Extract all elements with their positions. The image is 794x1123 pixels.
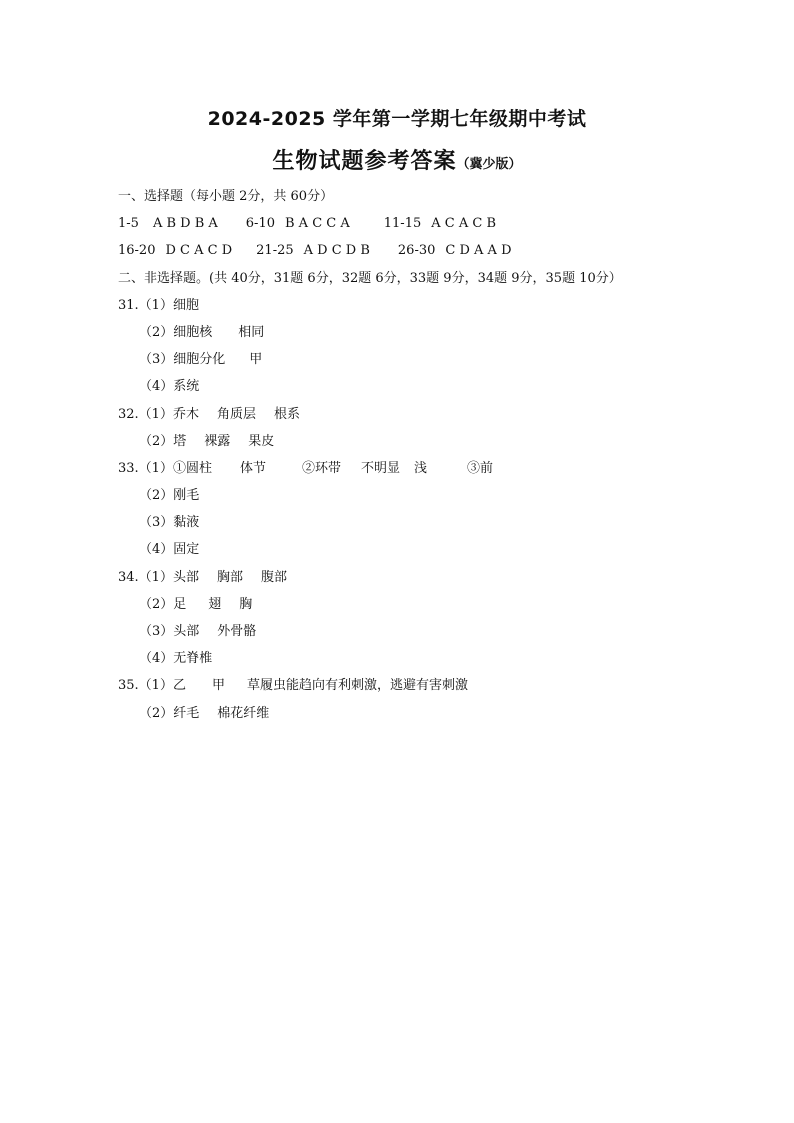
answer-text: （2）足 — [139, 596, 187, 612]
q32-part1 — [118, 401, 758, 428]
answer-text: 腹部 — [260, 569, 287, 585]
mc-answers: C D A A D — [445, 243, 512, 259]
mc-answers: A C A C B — [431, 216, 497, 232]
mc-row-1 — [118, 210, 758, 237]
section1-heading: 一、选择题（每小题 2分，共 60分） — [118, 189, 334, 204]
answer-text: 棉花纤维 — [217, 705, 270, 721]
answer-text: （4）无脊椎 — [139, 651, 213, 667]
answer-text: （2）刚毛 — [139, 488, 200, 504]
answer-text: （2）塔 — [139, 433, 187, 449]
answer-text: 根系 — [273, 406, 300, 422]
q33-part2 — [118, 482, 758, 509]
answer-text: 甲 — [249, 352, 263, 368]
q35-part2 — [118, 700, 758, 727]
answer-text: （3）细胞分化 — [139, 352, 226, 368]
page-subtitle — [0, 144, 794, 175]
mc-range: 6-10 — [245, 216, 275, 232]
answer-text: 33.（1）①圆柱 — [118, 460, 212, 476]
answer-text: （2）细胞核 — [139, 324, 213, 340]
answer-text: 草履虫能趋向有利刺激，逃避有害刺激 — [246, 678, 468, 694]
mc-range: 11-15 — [383, 216, 422, 232]
answer-text: 31.（1）细胞 — [118, 297, 199, 313]
mc-answers: D C A C D — [165, 243, 233, 259]
mc-answers: A B D B A — [152, 216, 218, 232]
answer-text: （3）头部 — [139, 624, 200, 639]
answer-text: 相同 — [238, 324, 265, 340]
answer-content — [118, 183, 758, 727]
q31-part1 — [118, 292, 758, 319]
answer-text: 翅 — [208, 596, 222, 612]
answer-text: 果皮 — [248, 433, 275, 449]
answer-text: 角质层 — [216, 406, 256, 422]
answer-text: （4）系统 — [139, 379, 200, 395]
subtitle-text: 生物试题参考答案 — [272, 149, 457, 174]
answer-text: 不明显 — [360, 460, 400, 476]
mc-range: 16-20 — [118, 243, 156, 259]
edition-label: （冀少版） — [456, 157, 522, 172]
answer-text: ③前 — [467, 460, 494, 476]
answer-text: 胸部 — [216, 569, 243, 585]
answer-text: 裸露 — [204, 433, 231, 449]
answer-text: 34.（1）头部 — [118, 569, 199, 585]
answer-text: （3）黏液 — [139, 515, 200, 531]
answer-text: 35.（1）乙 — [118, 678, 186, 694]
q34-part4 — [118, 645, 758, 672]
answer-text: （4）固定 — [139, 542, 200, 558]
mc-range: 26-30 — [397, 243, 436, 259]
q31-part3 — [118, 346, 758, 373]
q34-part3 — [118, 618, 758, 645]
q31-part2 — [118, 319, 758, 346]
mc-row-2 — [118, 237, 758, 264]
answer-text: 外骨骼 — [217, 624, 257, 639]
answer-text: 32.（1）乔木 — [118, 406, 199, 422]
page-title: 2024-2025 学年第一学期七年级期中考试 — [207, 108, 587, 130]
answer-text: 胸 — [239, 596, 253, 612]
q34-part1 — [118, 564, 758, 591]
answer-text: 甲 — [211, 678, 225, 694]
mc-range: 21-25 — [256, 243, 294, 259]
q31-part4 — [118, 373, 758, 400]
q32-part2 — [118, 428, 758, 455]
answer-text: （2）纤毛 — [139, 705, 200, 721]
q35-part1 — [118, 672, 758, 699]
answer-text: 体节 — [239, 460, 266, 476]
q33-part1 — [118, 455, 758, 482]
mc-answers: B A C C A — [285, 216, 350, 232]
answer-text: 浅 — [414, 460, 428, 476]
answer-text: ②环带 — [301, 460, 341, 476]
section2-heading: 二、非选择题。(共 40分，31题 6分，32题 6分，33题 9分，34题 9分，35题 10分） — [118, 270, 622, 286]
q33-part4 — [118, 536, 758, 563]
mc-range: 1-5 — [118, 216, 139, 232]
q33-part3 — [118, 509, 758, 536]
mc-answers: A D C D B — [303, 243, 370, 259]
q34-part2 — [118, 591, 758, 618]
